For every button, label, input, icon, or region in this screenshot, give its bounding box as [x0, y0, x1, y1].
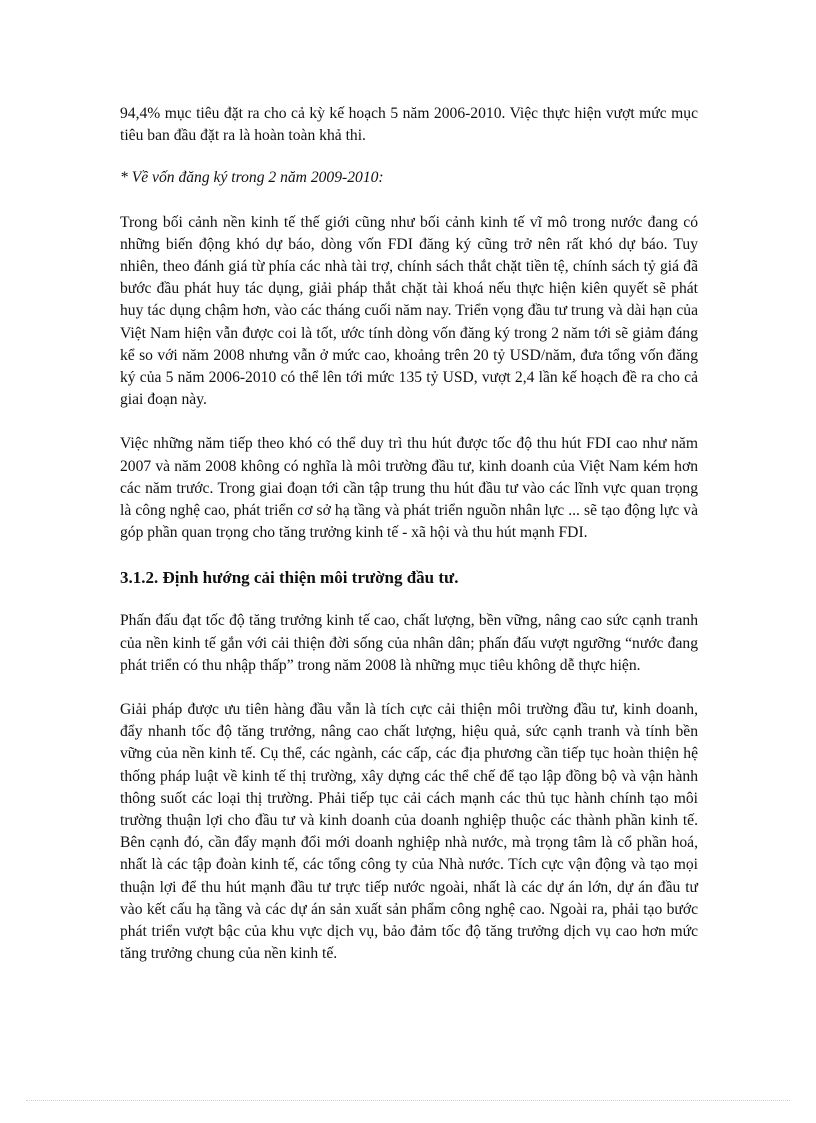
paragraph-solutions: Giải pháp được ưu tiên hàng đầu vẫn là tích cực cải thiện môi trường đầu tư, kinh doanh, đẩy nhanh tốc độ tăng trưởng, nâng cao chất lượng, hiệu quả, sức cạnh tranh và tính bền vững của nền kinh tế. Cụ thể, các ngành, các cấp, các địa phương cần tiếp tục hoàn thiện hệ thống pháp luật về kinh tế thị trường, xây dựng các thể chế để tạo lập đồng bộ và vận hành thông suốt các loại thị trường. Phải tiếp tục cải cách mạnh các thủ tục hành chính tạo môi trường thuận lợi cho đầu tư và kinh doanh của doanh nghiệp thuộc các thành phần kinh tế. Bên cạnh đó, cần đẩy mạnh đổi mới doanh nghiệp nhà nước, mà trọng tâm là cổ phần hoá, nhất là các tập đoàn kinh tế, các tổng công ty của Nhà nước. Tích cực vận động và tạo mọi thuận lợi để thu hút mạnh đầu tư trực tiếp nước ngoài, nhất là các dự án lớn, dự án đầu tư vào kết cấu hạ tầng và các dự án sản xuất sản phẩm công nghệ cao. Ngoài ra, phải tạo bước phát triển vượt bậc của khu vực dịch vụ, bảo đảm tốc độ tăng trưởng dịch vụ cao hơn mức tăng trưởng chung của nền kinh tế.: [120, 701, 698, 963]
paragraph-fdi-forecast: Trong bối cảnh nền kinh tế thế giới cũng như bối cảnh kinh tế vĩ mô trong nước đang có những biến động khó dự báo, dòng vốn FDI đăng ký cũng trở nên rất khó dự báo. Tuy nhiên, theo đánh giá từ phía các nhà tài trợ, chính sách thắt chặt tiền tệ, chính sách tỷ giá đã bước đầu phát huy tác dụng, giải pháp thắt chặt tài khoá nếu thực hiện kiên quyết sẽ phát huy tác dụng chậm hơn, vào các tháng cuối năm nay. Triển vọng đầu tư trung và dài hạn của Việt Nam hiện vẫn được coi là tốt, ước tính dòng vốn đăng ký trong 2 năm tới sẽ giảm đáng kể so với năm 2008 nhưng vẫn ở mức cao, khoảng trên 20 tỷ USD/năm, đưa tổng vốn đăng ký của 5 năm 2006-2010 có thể lên tới mức 135 tỷ USD, vượt 2,4 lần kế hoạch đề ra cho cả giai đoạn này.: [120, 213, 698, 409]
document-body: [120, 103, 698, 988]
paragraph-fdi-outlook: Việc những năm tiếp theo khó có thể duy trì thu hút được tốc độ thu hút FDI cao như năm 2007 và năm 2008 không có nghĩa là môi trường đầu tư, kinh doanh của Việt Nam kém hơn các năm trước. Trong giai đoạn tới cần tập trung thu hút đầu tư vào các lĩnh vực quan trọng là công nghệ cao, phát triển cơ sở hạ tầng và phát triển nguồn nhân lực ... sẽ tạo động lực và góp phần quan trọng cho tăng trưởng kinh tế - xã hội và thu hút mạnh FDI.: [120, 435, 698, 542]
subheading-registered-capital: * Về vốn đăng ký trong 2 năm 2009-2010:: [120, 169, 384, 187]
paragraph-intro: 94,4% mục tiêu đặt ra cho cả kỳ kế hoạch 5 năm 2006-2010. Việc thực hiện vượt mức mục tiêu ban đầu đặt ra là hoàn toàn khả thi.: [120, 105, 698, 145]
section-heading: 3.1.2. Định hướng cải thiện môi trường đầu tư.: [120, 568, 459, 588]
paragraph-growth-goals: Phấn đấu đạt tốc độ tăng trưởng kinh tế cao, chất lượng, bền vững, nâng cao sức cạnh tranh của nền kinh tế gắn với cải thiện đời sống của nhân dân; phấn đấu vượt ngưỡng “nước đang phát triển có thu nhập thấp” trong năm 2008 là những mục tiêu không dễ thực hiện.: [120, 612, 698, 674]
page-bottom-rule: [26, 1100, 790, 1101]
